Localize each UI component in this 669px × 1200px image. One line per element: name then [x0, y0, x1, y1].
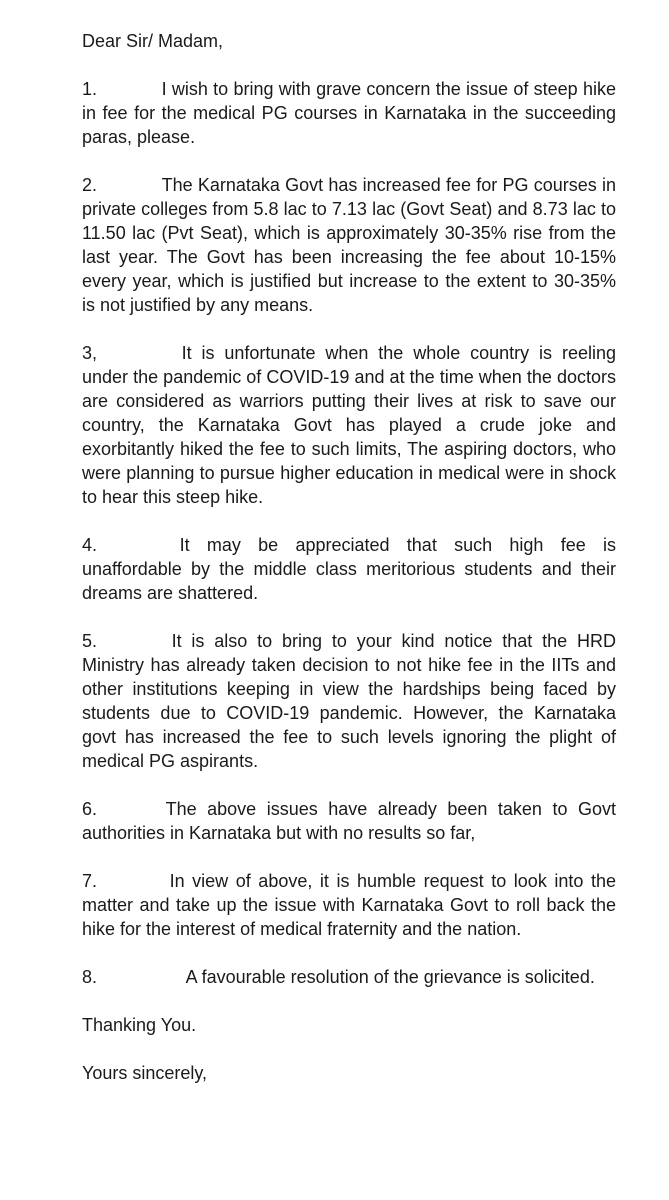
paragraph-text: It is also to bring to your kind notice that the HRD Ministry has already taken decision to not hike fee in the IITs and other institutions keeping in view the hardships being faced by students due to COVID-19 pandemic. However, the Karnataka govt has increased the fee to such levels ignoring the plight of medical PG aspirants. — [82, 631, 616, 771]
paragraph-5 — [82, 629, 616, 773]
paragraph-1 — [82, 77, 616, 149]
paragraph-text: The above issues have already been taken to Govt authorities in Karnataka but with no results so far, — [82, 799, 616, 843]
salutation: Dear Sir/ Madam, — [82, 31, 224, 51]
paragraph-number: 2. — [82, 175, 98, 195]
paragraph-number: 5. — [82, 631, 98, 651]
paragraph-number: 3, — [82, 343, 98, 363]
paragraph-text: The Karnataka Govt has increased fee for PG courses in private colleges from 5.8 lac to 7.13 lac (Govt Seat) and 8.73 lac to 11.50 lac (Pvt Seat), which is approximately 30-35% rise from the last year. The Govt has been increasing the fee about 10-15% every year, which is justified but increase to the extent to 30-35% is not justified by any means. — [82, 175, 616, 315]
paragraph-text: A favourable resolution of the grievance is solicited. — [185, 967, 595, 987]
paragraph-7 — [82, 869, 616, 941]
paragraph-number: 8. — [82, 967, 98, 987]
paragraph-3 — [82, 341, 616, 509]
paragraph-4 — [82, 533, 616, 605]
paragraph-text: I wish to bring with grave concern the issue of steep hike in fee for the medical PG courses in Karnataka in the succeeding paras, please. — [82, 79, 616, 147]
closing-signoff: Yours sincerely, — [82, 1063, 208, 1083]
paragraph-6 — [82, 797, 616, 845]
paragraph-2 — [82, 173, 616, 317]
paragraph-number: 1. — [82, 79, 98, 99]
paragraph-number: 6. — [82, 799, 98, 819]
paragraph-text: It may be appreciated that such high fee is unaffordable by the middle class meritorious students and their dreams are shattered. — [82, 535, 616, 603]
paragraph-text: In view of above, it is humble request to look into the matter and take up the issue with Karnataka Govt to roll back the hike for the interest of medical fraternity and the nation. — [82, 871, 616, 939]
paragraph-number: 4. — [82, 535, 98, 555]
paragraph-text: It is unfortunate when the whole country is reeling under the pandemic of COVID-19 and at the time when the doctors are considered as warriors putting their lives at risk to save our country, the Karnataka Govt has played a crude joke and exorbitantly hiked the fee to such limits, The aspiring doctors, who were planning to pursue higher education in medical were in shock to hear this steep hike. — [82, 343, 616, 507]
paragraph-8 — [82, 965, 616, 989]
closing-thanks: Thanking You. — [82, 1015, 197, 1035]
paragraph-number: 7. — [82, 871, 98, 891]
